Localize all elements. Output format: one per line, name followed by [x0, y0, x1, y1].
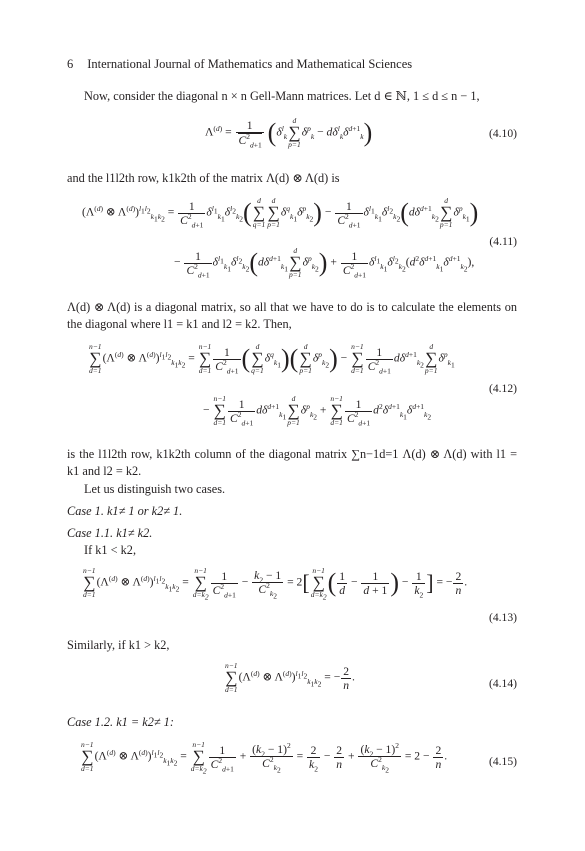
- paragraph-diagonal-matrix: Λ(d) ⊗ Λ(d) is a diagonal matrix, so all that we have to do is to calculate the elements on the diagonal where l1 = k1 and l2 = k2. Then,: [67, 300, 517, 331]
- equation-4-10: $\Lambda^{(d)}$ = $\frac{1}{C^2_{d+1}}$ ($\delta^l_k$ d ∑ p=1 $\delta^p_k - d\delta^l_k\delta^{d+1}_k$): [205, 116, 373, 150]
- case-1-2-heading: Case 1.2. k1 = k2≠ 1:: [67, 715, 174, 729]
- equation-4-15: n−1 ∑ d=1 ($\Lambda^{(d)}$ ⊗ $\Lambda^{(d)})^{l_1l_2}_{k_1k_2}$ = n−1 ∑ $d=k_2$ $\frac{1}{C^2_{d+1}}$ + $\frac{(k_2 - 1)^2}{C^2_{k_2}}$ = $\frac{2}{k_2}$ − $\frac{2}{n}$ + $\frac{(k_2 - 1)^2}{C^2_{k_2}}$ = 2 − $\frac{2}{n}$ .: [81, 740, 448, 776]
- equation-number-4-10: (4.10): [488, 127, 517, 140]
- equation-number-4-12: (4.12): [488, 382, 517, 395]
- paragraph-row-description: and the l1l2th row, k1k2th of the matrix Λ(d) ⊗ Λ(d) is: [67, 171, 340, 185]
- equation-4-13: n−1 ∑ d=1 ($\Lambda^{(d)}$ ⊗ $\Lambda^{(d)})^{l_1l_2}_{k_1k_2}$ = n−1 ∑ $d=k_2$ $\frac{1}{C^2_{d+1}}$ − $\frac{k_2 - 1}{C^2_{k_2}}$ = 2[ n−1 ∑ $d=k_2$ ( $\frac{1}{d}$ − $\frac{1}{d + 1}$ ) − $\frac{1}{k_2}$ ] = − $\frac{2}{n}$ .: [83, 566, 468, 602]
- paragraph-two-cases: Let us distinguish two cases.: [84, 482, 226, 496]
- equation-4-14: n−1 ∑ d=1 ($\Lambda^{(d)}$ ⊗ $\Lambda^{(d)})^{l_1l_2}_{k_1k_2}$ = − $\frac{2}{n}$ .: [225, 661, 355, 694]
- case-1-heading: Case 1. k1≠ 1 or k2≠ 1.: [67, 504, 183, 518]
- equation-number-4-13: (4.13): [488, 611, 517, 624]
- page-number: 6: [67, 57, 74, 71]
- case-1-1-heading: Case 1.1. k1≠ k2.: [67, 526, 153, 540]
- equation-4-12-line-2: − n−1 ∑ d=1 $\frac{1}{C^2_{d+1}}$ $d\delta^{d+1}_{k_1}$ d ∑ p=1 $\delta^p_{k_2}$ + n−1 ∑ d=1 $\frac{1}{C^2_{d+1}}$ $d^2\delta^{d+1}_{k_1}\delta^{d+1}_{k_2}$: [203, 394, 432, 427]
- equation-number-4-15: (4.15): [488, 755, 517, 768]
- equation-4-12-line-1: n−1 ∑ d=1 ($\Lambda^{(d)}$ ⊗ $\Lambda^{(d)})^{l_1l_2}_{k_1k_2}$ = n−1 ∑ d=1 $\frac{1}{C^2_{d+1}}$ ( d ∑ q=1 $\delta^q_{k_1}$)( d ∑ p=1 $\delta^p_{k_2}$) − n−1 ∑ d=1 $\frac{1}{C^2_{d+1}}$ $d\delta^{d+1}_{k_2}$ d ∑ p=1 $\delta^p_{k_1}$: [89, 342, 455, 375]
- condition-k1-less-k2: If k1 < k2,: [84, 543, 137, 557]
- equation-number-4-14: (4.14): [488, 677, 517, 690]
- running-header: [67, 57, 412, 72]
- paragraph-gell-mann-intro: Now, consider the diagonal n × n Gell-Mann matrices. Let d ∈ ℕ, 1 ≤ d ≤ n − 1,: [84, 89, 480, 103]
- condition-k1-greater-k2: Similarly, if k1 > k2,: [67, 638, 170, 652]
- equation-number-4-11: (4.11): [489, 235, 517, 248]
- equation-4-11-line-1: ($\Lambda^{(d)}$ ⊗ $\Lambda^{(d)})^{l_1l_2}_{k_1k_2}$ = $\frac{1}{C^2_{d+1}}$ $\delta^{l_1}_{k_1}\delta^{l_2}_{k_2}$( d ∑ q=1 d ∑ p=1 $\delta^q_{k_1}\delta^p_{k_2}$) − $\frac{1}{C^2_{d+1}}$ $\delta^{l_1}_{k_1}\delta^{l_2}_{k_2}(d\delta^{d+1}_{k_2}$ d ∑ p=1 $\delta^p_{k_1}$): [82, 196, 479, 229]
- journal-title: International Journal of Mathematics and Mathematical Sciences: [87, 57, 413, 71]
- equation-4-11-line-2: − $\frac{1}{C^2_{d+1}}$ $\delta^{l_1}_{k_1}\delta^{l_2}_{k_2}(d\delta^{d+1}_{k_1}$ d ∑ p=1 $\delta^p_{k_2}$) + $\frac{1}{C^2_{d+1}}$ $\delta^{l_1}_{k_1}\delta^{l_2}_{k_2}(d^2\delta^{d+1}_{k_1}\delta^{d+1}_{k_2})$,: [174, 246, 475, 279]
- paragraph-row-column: is the l1l2th row, k1k2th column of the diagonal matrix ∑n−1d=1 Λ(d) ⊗ Λ(d) with l1 = k1 and l2 = k2.: [67, 447, 517, 478]
